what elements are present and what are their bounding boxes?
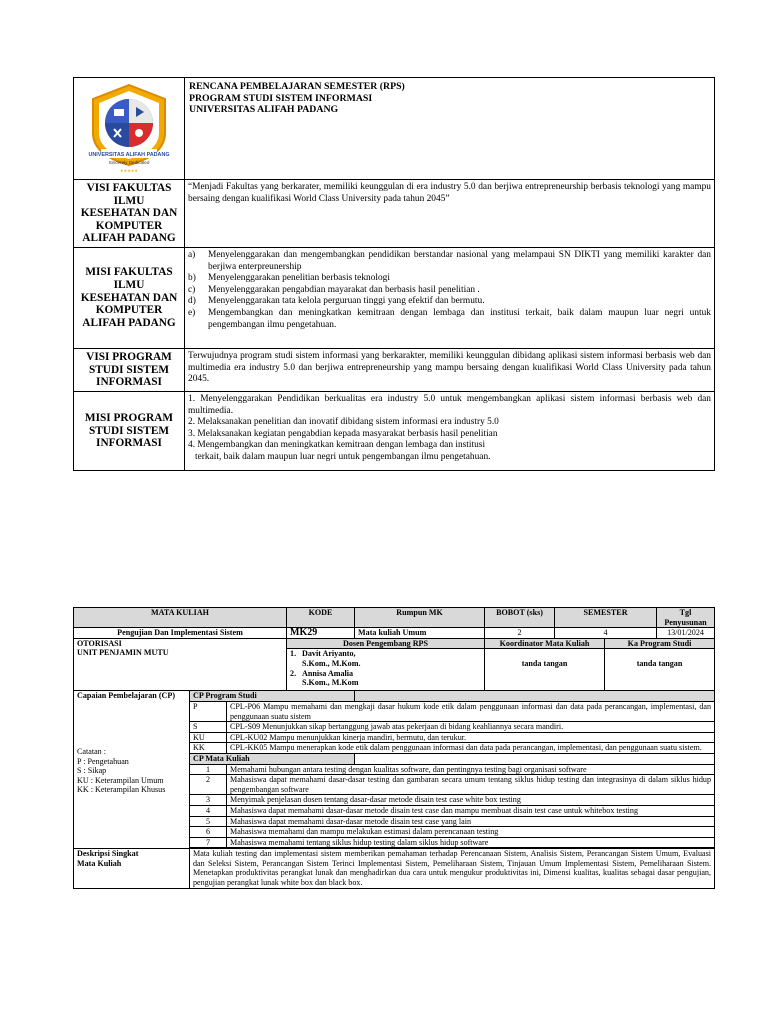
- bobot-value: 2: [485, 628, 555, 639]
- cp-code: S: [190, 722, 227, 733]
- mk-header: MATA KULIAH: [74, 608, 287, 628]
- visi-fakultas-label: VISI FAKULTAS ILMU KESEHATAN DAN KOMPUTER ALIFAH PADANG: [74, 180, 185, 248]
- list-item: a) Menyelenggarakan dan mengembangkan pendidikan berstandar nasional yang melampaui SN DIKTI yang memiliki karakter dan berjiwa enterpreunership: [188, 249, 711, 272]
- deskripsi-label: Deskripsi Singkat: [77, 849, 139, 859]
- logo-cell: [74, 78, 185, 180]
- cp-mk-text: Mahasiswa dapat memahami dasar-dasar metode disain test case yang lain: [227, 816, 715, 827]
- cp-mk-text: Mahasiswa memahami dan mampu melakukan estimasi dalam perencanaan testing: [227, 827, 715, 838]
- semester-header: SEMESTER: [555, 608, 657, 628]
- catatan-title: Catatan :: [77, 746, 106, 756]
- list-item: c) Menyelenggarakan pengabdian mayarakat dan berbasis hasil penelitian .: [188, 284, 480, 295]
- logo-name: UNIVERSITAS ALIFAH PADANG: [88, 151, 170, 158]
- list-item: 1. Davit Ariyanto, S.Kom., M.Kom.: [290, 649, 361, 668]
- rps-title-cell: [185, 78, 715, 180]
- rumpun-header: Rumpun MK: [355, 608, 485, 628]
- rumpun-value: Mata kuliah Umum: [355, 628, 485, 639]
- list-item: 2. Melaksanakan penelitian dan inovatif dibidang sistem informasi era industry 5.0: [188, 417, 499, 428]
- misi-fakultas-cell: [185, 247, 715, 348]
- list-item: 2. Annisa Amalia S.Kom., M.Kom: [290, 668, 359, 688]
- university-title: UNIVERSITAS ALIFAH PADANG: [189, 104, 339, 116]
- kode-header: KODE: [287, 608, 355, 628]
- tgl-header: Tgl Penyusunan: [657, 608, 715, 628]
- dosen-cell: [287, 649, 485, 691]
- university-logo: [81, 81, 177, 177]
- tgl-value: 13/01/2024: [657, 628, 715, 639]
- cp-mk-text: Menyimak penjelasan dosen tentang dasar-dasar metode disain test case white box testing: [227, 795, 715, 806]
- cp-prodi-text: CPL-S09 Menunjukkan sikap bertanggung jawab atas pekerjaan di bidang keahliannya secara mandiri.: [227, 722, 715, 733]
- deskripsi-label-cell: [74, 849, 190, 888]
- dosen-list: [290, 649, 481, 687]
- cp-mk-no: 1: [190, 764, 227, 775]
- list-item: 4. Mengembangkan dan meningkatkan kemitraan dengan lembaga dan institusi: [188, 440, 486, 451]
- prodi-title: PROGRAM STUDI SISTEM INFORMASI: [189, 92, 373, 104]
- catatan-line: S : Sikap: [77, 766, 107, 776]
- cp-code: P: [190, 701, 227, 721]
- deskripsi-label-2: Mata Kuliah: [77, 858, 122, 868]
- cp-code: KU: [190, 732, 227, 743]
- cp-prodi-text: CPL-KU02 Mampu menunjukkan kinerja mandiri, bermutu, dan terukur.: [227, 732, 715, 743]
- kaprodi-signature: tanda tangan: [605, 649, 715, 691]
- visi-prodi-text: Terwujudnya program studi sistem informasi yang berkarakter, memiliki keunggulan dibidang aplikasi sistem informasi berbasis web dan multimedia era industry 5.0 dan berjiwa entrepreneurship yang mampu bersaing dengan kualifikasi World Class University pada tahun 2045.: [185, 348, 715, 391]
- cp-label-cell: [74, 691, 190, 849]
- cp-label: Capaian Pembelajaran (CP): [77, 691, 176, 701]
- misi-fakultas-list: [188, 250, 711, 331]
- list-item: terkait, baik dalam maupun luar negri untuk pengembangan ilmu pengetahuan.: [195, 451, 491, 462]
- cp-mk-no: 3: [190, 795, 227, 806]
- koordinator-header: Koordinator Mata Kuliah: [485, 638, 605, 649]
- deskripsi-text: Mata kuliah testing dan implementasi sistem memberikan pemahaman terhadap Perencanaan Sistem, Analisis Sistem, Perancangan Sistem Umum, Evaluasi dan Seleksi Sistem, Perancangan Sistem Terinci Implementasi Sistem, Pemeliharaan Sistem, Tinjauan Umum Implementasi Sistem, Pemeliharaan Sistem. Menetapkan produktivitas perangkat lunak dan menghadirkan dua cara untuk mengukur produktivitas ini, Dimensi kualitas, kualitas sebagai dasar pengujian, pengujian perangkat lunak white box dan black box.: [190, 849, 715, 888]
- bobot-header: BOBOT (sks): [485, 608, 555, 628]
- cp-prodi-text: CPL-KK05 Mampu menerapkan kode etik dalam penggunaan informasi dan data pada perancangan, implementasi, dan penggunaan suatu sistem.: [227, 743, 715, 754]
- catatan-line: KK : Keterampilan Khusus: [77, 785, 166, 795]
- cp-mk-text: Mahasiswa memahami tentang siklus hidup testing dalam siklus hidup software: [227, 837, 715, 848]
- cp-prodi-text: CPL-P06 Mampu memahami dan mengkaji dasar hukum kode etik dalam penggunaan informasi dan data pada perancangan, implementasi, dan penggunaan suatu sistem: [227, 701, 715, 721]
- mk-name: Pengujian Dan Implementasi Sistem: [74, 628, 287, 639]
- logo-motto: Sincerely Dedicated: [108, 159, 150, 165]
- cp-mk-no: 2: [190, 775, 227, 795]
- misi-prodi-cell: [185, 391, 715, 470]
- otorisasi-cell: [74, 638, 287, 691]
- rps-header-table: [73, 77, 715, 471]
- otorisasi-label: OTORISASI: [77, 638, 122, 648]
- misi-prodi-label: MISI PROGRAM STUDI SISTEM INFORMASI: [74, 391, 185, 470]
- list-item: e) Mengembangkan dan meningkatkan kemitraan dengan lembaga dan institusi terkait, baik dalam maupun luar negri untuk pengembangan ilmu pengetahuan.: [188, 307, 711, 330]
- list-item: d) Menyelenggarakan tata kelola perguruan tinggi yang efektif dan bermutu.: [188, 296, 485, 307]
- cp-mk-text: Memahami hubungan antara testing dengan kualitas software, dan pentingnya testing bagi organisasi software: [227, 764, 715, 775]
- list-item: 3. Melaksanakan kegiatan pengabdian kepada masyarakat berbasis hasil penelitian: [188, 428, 498, 439]
- logo-stars: ★★★★★: [120, 167, 138, 173]
- cp-prodi-header: CP Program Studi: [190, 691, 355, 702]
- visi-fakultas-text: “Menjadi Fakultas yang berkarater, memiliki keunggulan di era industry 5.0 dan berjiwa entrepreneurship berbasis teknologi yang mampu bersaing dengan kualifikasi World Class University pada tahun 2045”: [185, 180, 715, 248]
- catatan-line: P : Pengetahuan: [77, 756, 129, 766]
- mata-kuliah-table: [73, 607, 715, 889]
- list-item: 1. Menyelenggarakan Pendidikan berkualitas era industry 5.0 untuk mengembangkan aplikasi sistem informasi berbasis web dan multimedia.: [188, 393, 711, 416]
- rps-title: RENCANA PEMBELAJARAN SEMESTER (RPS): [189, 81, 405, 92]
- cp-mk-no: 7: [190, 837, 227, 848]
- list-item: b) Menyelenggarakan penelitian berbasis teknologi: [188, 273, 390, 284]
- kaprodi-header: Ka Program Studi: [605, 638, 715, 649]
- cp-code: KK: [190, 743, 227, 754]
- semester-value: 4: [555, 628, 657, 639]
- catatan-line: KU : Keterampilan Umum: [77, 775, 164, 785]
- misi-fakultas-label: MISI FAKULTAS ILMU KESEHATAN DAN KOMPUTER ALIFAH PADANG: [74, 247, 185, 348]
- cp-mk-header: CP Mata Kuliah: [190, 753, 355, 764]
- catatan: [77, 747, 186, 795]
- cp-mk-no: 5: [190, 816, 227, 827]
- mk-code: MK29: [287, 628, 355, 639]
- dosen-header: Dosen Pengembang RPS: [287, 638, 485, 649]
- koordinator-signature: tanda tangan: [485, 649, 605, 691]
- cp-mk-text: Mahasiswa dapat memahami dasar-dasar testing dan gambaran secara umum tentang siklus hidup testing dan integrasinya di dalam siklus hidup pengembangan software: [227, 775, 715, 795]
- visi-prodi-label: VISI PROGRAM STUDI SISTEM INFORMASI: [74, 348, 185, 391]
- upm-label: UNIT PENJAMIN MUTU: [77, 648, 169, 658]
- cp-mk-no: 4: [190, 805, 227, 816]
- cp-mk-text: Mahasiswa dapat memahami dasar-dasar metode disain test case dan mampu membuat disain test case untuk whitebox testing: [227, 805, 715, 816]
- cp-mk-no: 6: [190, 827, 227, 838]
